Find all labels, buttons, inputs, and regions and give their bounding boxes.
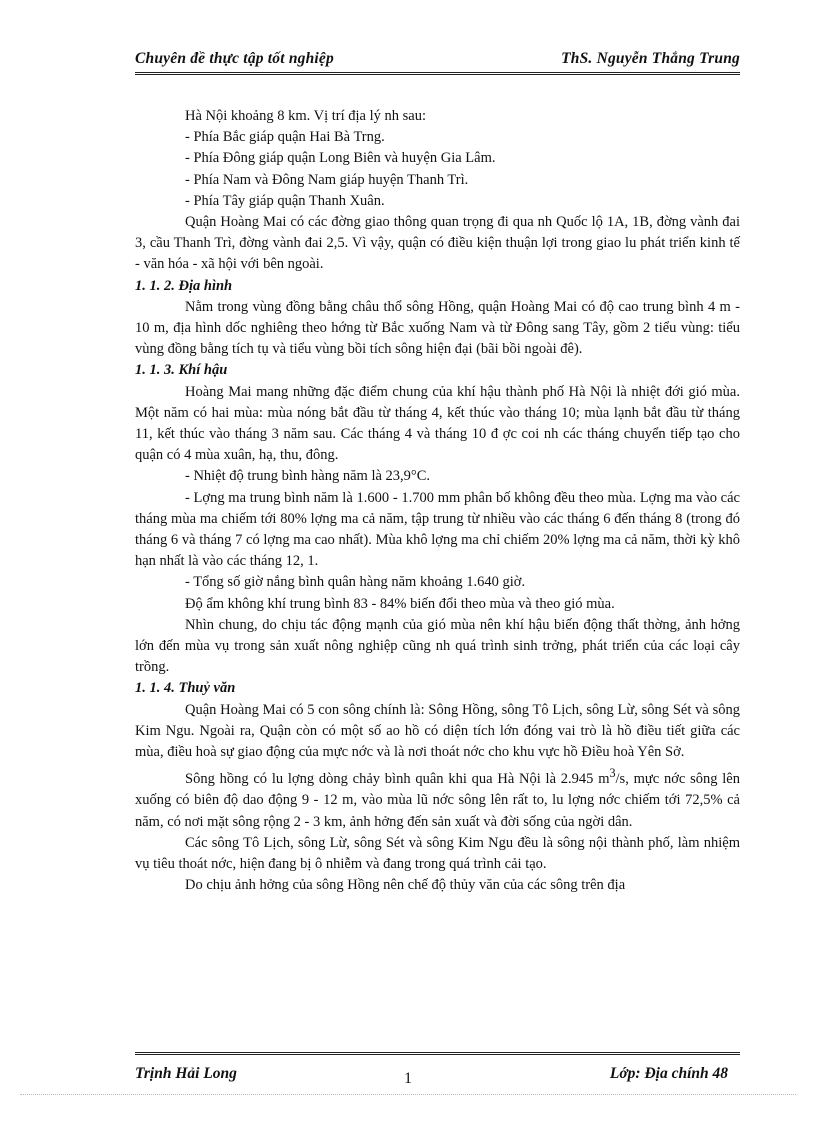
paragraph-temperature: - Nhiệt độ trung bình hàng năm là 23,9°C. <box>185 468 431 485</box>
section-heading-climate: 1. 1. 3. Khí hậu <box>135 362 228 379</box>
paragraph-terrain: Nằm trong vùng đồng bằng châu thổ sông Hồng, quận Hoàng Mai có độ cao trung bình 4 m - 10 m, địa hình dốc nghiêng theo hớng từ Bắc xuống Nam và từ Đông sang Tây, gồm 2 tiểu vùng: tiểu vùng đồng bằng tích tụ và tiểu vùng bồi tích sông hiện đại (bãi bồi ngoài đê). <box>135 298 740 358</box>
red-river-text-b: /s, mực nớc sông lên xuống có biên độ dao động 9 - 12 m, vào mùa lũ nớc sông lên rất to, lu lợng nớc chiếm tới 72,5% cả năm, có nơi mặt sông rộng 2 - 3 km, ảnh hởng đến sản xuất và đời sống của ngời dân. <box>135 771 740 830</box>
bullet-south: - Phía Nam và Đông Nam giáp huyện Thanh Trì. <box>185 171 469 188</box>
paragraph-red-river <box>135 763 740 832</box>
paragraph-climate-summary: Nhìn chung, do chịu tác động mạnh của gió mùa nên khí hậu biến động thất thờng, ảnh hởng lớn đến mùa vụ trong sản xuất nông nghiệp cũng nh quá trình sinh trởng, phát triển của các loại cây trồng. <box>135 616 740 676</box>
footer-author: Trịnh Hải Long <box>135 1065 237 1082</box>
header-title: Chuyên đề thực tập tốt nghiệp <box>135 50 334 67</box>
page-number: 1 <box>404 1070 412 1087</box>
paragraph-intro: Hà Nội khoảng 8 km. Vị trí địa lý nh sau: <box>185 108 426 124</box>
page-footer <box>135 1052 740 1082</box>
paragraph-continuation: Do chịu ảnh hởng của sông Hồng nên chế độ thủy văn của các sông trên địa <box>185 877 626 894</box>
header-supervisor: ThS. Nguyễn Thắng Trung <box>561 50 740 67</box>
section-heading-terrain: 1. 1. 2. Địa hình <box>135 277 233 294</box>
paragraph-rainfall: - Lợng ma trung bình năm là 1.600 - 1.700 mm phân bố không đều theo mùa. Lợng ma vào các tháng mùa ma chiếm tới 80% lợng ma cả năm, tập trung từ nhiều vào các tháng 6 đến tháng 8 (trong đó tháng 6 và tháng 7 có lợng ma cao nhất). Mùa khô lợng ma chỉ chiếm 20% lợng ma cả năm, thời kỳ khô hạn nhất là vào các tháng 12, 1. <box>135 489 740 570</box>
paragraph-climate: Hoàng Mai mang những đặc điểm chung của khí hậu thành phố Hà Nội là nhiệt đới gió mùa. Một năm có hai mùa: mùa nóng bắt đầu từ tháng 4, kết thúc vào tháng 10; mùa lạnh bắt đầu từ tháng 11, kết thúc vào tháng 3 năm sau. Các tháng 4 và tháng 10 đ ợc coi nh các tháng chuyển tiếp tạo cho quận có 4 mùa xuân, hạ, thu, đông. <box>135 383 740 464</box>
footer-class: Lớp: Địa chính 48 <box>609 1065 728 1082</box>
bullet-east: - Phía Đông giáp quận Long Biên và huyện Gia Lâm. <box>185 150 496 167</box>
bullet-north: - Phía Bắc giáp quận Hai Bà Trng. <box>185 129 385 146</box>
paragraph-rivers: Quận Hoàng Mai có 5 con sông chính là: Sông Hồng, sông Tô Lịch, sông Lừ, sông Sét và sông Kim Ngu. Ngoài ra, Quận còn có một số ao hồ có diện tích lớn đóng vai trò là hồ điều tiết giữa các mùa, điều hoà sự giao động của mực nớc và là nơi thoát nớc cho khu vực hồ Điều hoà Yên Sở. <box>135 701 740 761</box>
page-body <box>135 106 740 896</box>
paragraph-traffic: Quận Hoàng Mai có các đờng giao thông quan trọng đi qua nh Quốc lộ 1A, 1B, đờng vành đai 3, cầu Thanh Trì, đờng vành đai 2,5. Vì vậy, quận có điều kiện thuận lợi trong giao lu phát triển kinh tế - văn hóa - xã hội với bên ngoài. <box>135 214 740 273</box>
paragraph-inner-rivers: Các sông Tô Lịch, sông Lừ, sông Sét và sông Kim Ngu đều là sông nội thành phố, làm nhiệm vụ tiêu thoát nớc, hiện đang bị ô nhiễm và đang trong quá trình cải tạo. <box>135 834 740 872</box>
cubic-superscript: 3 <box>609 766 616 781</box>
red-river-text-a: Sông hồng có lu lợng dòng chảy bình quân khi qua Hà Nội là 2.945 m <box>185 771 610 788</box>
bullet-west: - Phía Tây giáp quận Thanh Xuân. <box>185 192 385 209</box>
paragraph-humidity: Độ ẩm không khí trung bình 83 - 84% biến đổi theo mùa và theo gió mùa. <box>185 595 615 612</box>
page-bottom-divider <box>20 1094 796 1095</box>
section-heading-hydrology: 1. 1. 4. Thuỷ văn <box>135 680 236 697</box>
page-header <box>135 50 740 75</box>
paragraph-sunshine: - Tổng số giờ nắng bình quân hàng năm khoảng 1.640 giờ. <box>185 574 526 591</box>
